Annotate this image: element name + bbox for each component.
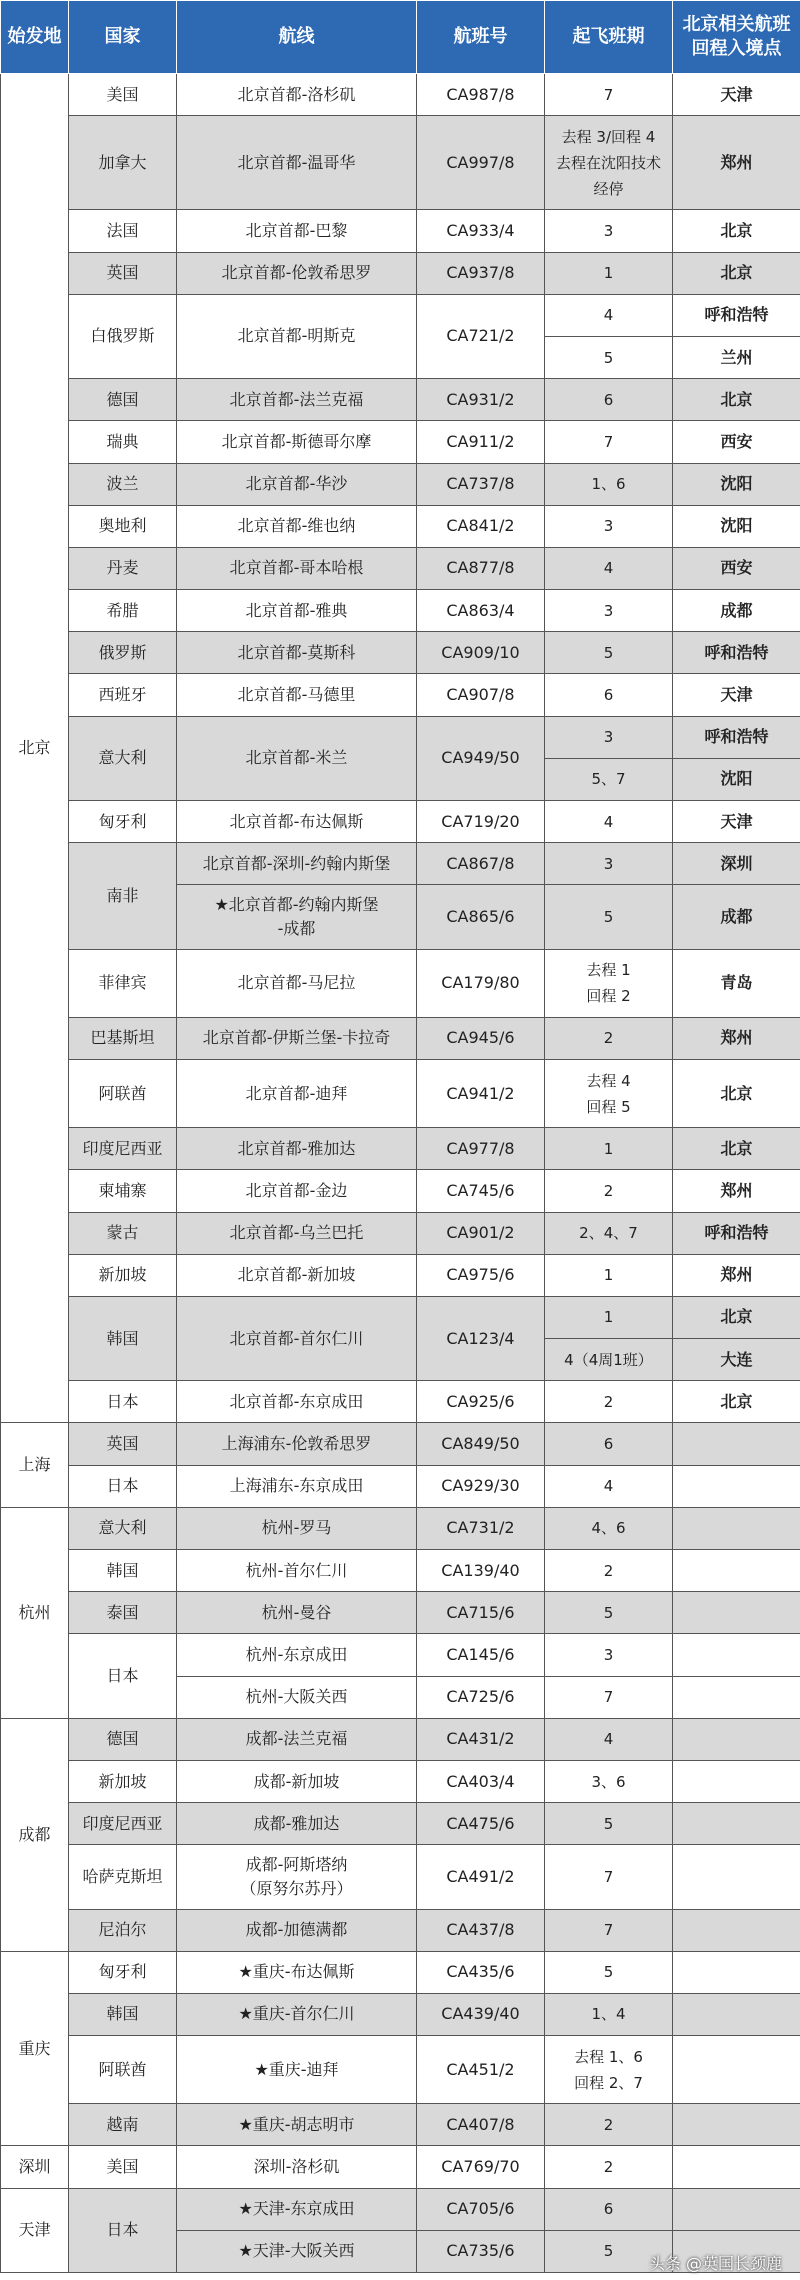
table-row: [1, 716, 800, 758]
arrival-point-cell: 沈阳: [673, 758, 800, 800]
arrival-point-cell: 郑州: [673, 1017, 800, 1059]
country-cell: 德国: [69, 1718, 177, 1760]
arrival-point-cell: [673, 1803, 800, 1845]
schedule-cell: 3: [545, 505, 673, 547]
route-cell: 北京首都-洛杉矶: [177, 74, 417, 116]
arrival-point-cell: 大连: [673, 1339, 800, 1381]
table-row: [1, 1507, 800, 1549]
country-cell: 俄罗斯: [69, 632, 177, 674]
flight-number-cell: CA865/6: [417, 885, 545, 949]
flight-number-cell: CA863/4: [417, 590, 545, 632]
table-row: [1, 1718, 800, 1760]
table-row: [1, 1128, 800, 1170]
table-row: [1, 632, 800, 674]
country-cell: 匈牙利: [69, 801, 177, 843]
arrival-point-cell: 成都: [673, 885, 800, 949]
flight-number-cell: CA407/8: [417, 2104, 545, 2146]
table-body: [1, 74, 800, 2273]
table-row: [1, 2188, 800, 2230]
schedule-cell: 4: [545, 547, 673, 589]
arrival-point-cell: [673, 1845, 800, 1909]
country-cell: 美国: [69, 2146, 177, 2188]
flight-number-cell: CA937/8: [417, 252, 545, 294]
origin-cell: 成都: [1, 1718, 69, 1951]
country-cell: 韩国: [69, 1550, 177, 1592]
route-cell: 北京首都-华沙: [177, 463, 417, 505]
schedule-cell: 5: [545, 336, 673, 378]
table-row: [1, 74, 800, 116]
arrival-point-cell: 青岛: [673, 949, 800, 1017]
arrival-point-cell: 兰州: [673, 336, 800, 378]
schedule-cell: 1、6: [545, 463, 673, 505]
table-row: [1, 1212, 800, 1254]
arrival-point-cell: 北京: [673, 210, 800, 252]
arrival-point-cell: 呼和浩特: [673, 1212, 800, 1254]
arrival-point-cell: [673, 2188, 800, 2230]
flight-number-cell: CA975/6: [417, 1254, 545, 1296]
flight-number-cell: CA437/8: [417, 1909, 545, 1951]
origin-cell: 杭州: [1, 1507, 69, 1718]
flight-number-cell: CA737/8: [417, 463, 545, 505]
schedule-cell: 2: [545, 1381, 673, 1423]
flight-number-cell: CA949/50: [417, 716, 545, 800]
arrival-point-cell: [673, 1909, 800, 1951]
schedule-cell: 3: [545, 590, 673, 632]
schedule-cell: 7: [545, 1845, 673, 1909]
country-cell: 韩国: [69, 1296, 177, 1380]
route-cell: 北京首都-乌兰巴托: [177, 1212, 417, 1254]
route-cell: 成都-法兰克福: [177, 1718, 417, 1760]
schedule-cell: 3: [545, 210, 673, 252]
flight-number-cell: CA731/2: [417, 1507, 545, 1549]
flight-number-cell: CA929/30: [417, 1465, 545, 1507]
schedule-cell: 3、6: [545, 1760, 673, 1802]
country-cell: 意大利: [69, 1507, 177, 1549]
table-header: [1, 1, 800, 74]
table-row: [1, 2146, 800, 2188]
arrival-point-cell: [673, 1634, 800, 1676]
arrival-point-cell: 呼和浩特: [673, 716, 800, 758]
table-row: [1, 547, 800, 589]
route-cell: 杭州-东京成田: [177, 1634, 417, 1676]
origin-cell: 北京: [1, 74, 69, 1423]
table-row: [1, 505, 800, 547]
arrival-point-cell: 郑州: [673, 116, 800, 210]
flight-number-cell: CA725/6: [417, 1676, 545, 1718]
flight-number-cell: CA769/70: [417, 2146, 545, 2188]
schedule-cell: 2: [545, 2104, 673, 2146]
table-row: [1, 1059, 800, 1127]
country-cell: 西班牙: [69, 674, 177, 716]
country-cell: 越南: [69, 2104, 177, 2146]
route-cell: 北京首都-温哥华: [177, 116, 417, 210]
schedule-cell: 3: [545, 716, 673, 758]
country-cell: 白俄罗斯: [69, 294, 177, 378]
country-cell: 英国: [69, 252, 177, 294]
route-cell: 杭州-罗马: [177, 1507, 417, 1549]
schedule-cell: 2: [545, 1017, 673, 1059]
country-cell: 德国: [69, 379, 177, 421]
table-row: [1, 1803, 800, 1845]
route-cell: 成都-加德满都: [177, 1909, 417, 1951]
flight-number-cell: CA945/6: [417, 1017, 545, 1059]
country-cell: 法国: [69, 210, 177, 252]
table-row: [1, 379, 800, 421]
table-row: [1, 1760, 800, 1802]
country-cell: 新加坡: [69, 1760, 177, 1802]
arrival-point-cell: [673, 1550, 800, 1592]
country-cell: 波兰: [69, 463, 177, 505]
country-cell: 奥地利: [69, 505, 177, 547]
arrival-point-cell: 天津: [673, 674, 800, 716]
route-cell: 成都-新加坡: [177, 1760, 417, 1802]
schedule-cell: 2: [545, 1550, 673, 1592]
route-cell: 北京首都-米兰: [177, 716, 417, 800]
flight-number-cell: CA719/20: [417, 801, 545, 843]
table-row: [1, 843, 800, 885]
country-cell: 巴基斯坦: [69, 1017, 177, 1059]
route-cell: ★北京首都-约翰内斯堡 -成都: [177, 885, 417, 949]
route-cell: 深圳-洛杉矶: [177, 2146, 417, 2188]
arrival-point-cell: 天津: [673, 801, 800, 843]
route-cell: 杭州-曼谷: [177, 1592, 417, 1634]
arrival-point-cell: [673, 1993, 800, 2035]
table-row: [1, 2036, 800, 2104]
flight-number-cell: CA735/6: [417, 2230, 545, 2272]
arrival-point-cell: 郑州: [673, 1170, 800, 1212]
route-cell: ★天津-大阪关西: [177, 2230, 417, 2272]
flight-number-cell: CA475/6: [417, 1803, 545, 1845]
flight-number-cell: CA867/8: [417, 843, 545, 885]
route-cell: 北京首都-哥本哈根: [177, 547, 417, 589]
route-cell: 北京首都-明斯克: [177, 294, 417, 378]
schedule-cell: 去程 1 回程 2: [545, 949, 673, 1017]
country-cell: 日本: [69, 1465, 177, 1507]
country-cell: 菲律宾: [69, 949, 177, 1017]
flight-number-cell: CA721/2: [417, 294, 545, 378]
arrival-point-cell: [673, 1718, 800, 1760]
route-cell: 北京首都-斯德哥尔摩: [177, 421, 417, 463]
arrival-point-cell: 北京: [673, 1128, 800, 1170]
table-row: [1, 1381, 800, 1423]
route-cell: 北京首都-新加坡: [177, 1254, 417, 1296]
country-cell: 日本: [69, 1634, 177, 1718]
route-cell: 北京首都-雅加达: [177, 1128, 417, 1170]
flight-number-cell: CA403/4: [417, 1760, 545, 1802]
table-row: [1, 1296, 800, 1338]
country-cell: 阿联酋: [69, 2036, 177, 2104]
country-cell: 哈萨克斯坦: [69, 1845, 177, 1909]
flight-number-cell: CA877/8: [417, 547, 545, 589]
flight-number-cell: CA909/10: [417, 632, 545, 674]
flight-number-cell: CA987/8: [417, 74, 545, 116]
origin-cell: 上海: [1, 1423, 69, 1507]
arrival-point-cell: 沈阳: [673, 505, 800, 547]
schedule-cell: 5: [545, 1951, 673, 1993]
arrival-point-cell: 深圳: [673, 843, 800, 885]
schedule-cell: 6: [545, 674, 673, 716]
country-cell: 印度尼西亚: [69, 1128, 177, 1170]
schedule-cell: 5、7: [545, 758, 673, 800]
schedule-cell: 5: [545, 885, 673, 949]
route-cell: 上海浦东-东京成田: [177, 1465, 417, 1507]
flight-number-cell: CA901/2: [417, 1212, 545, 1254]
schedule-cell: 7: [545, 1676, 673, 1718]
country-cell: 加拿大: [69, 116, 177, 210]
route-cell: 北京首都-金边: [177, 1170, 417, 1212]
arrival-point-cell: [673, 1676, 800, 1718]
route-cell: 北京首都-布达佩斯: [177, 801, 417, 843]
route-cell: 北京首都-莫斯科: [177, 632, 417, 674]
country-cell: 阿联酋: [69, 1059, 177, 1127]
schedule-cell: 6: [545, 379, 673, 421]
country-cell: 泰国: [69, 1592, 177, 1634]
flight-number-cell: CA933/4: [417, 210, 545, 252]
table-row: [1, 1465, 800, 1507]
schedule-cell: 4: [545, 1465, 673, 1507]
country-cell: 瑞典: [69, 421, 177, 463]
flight-number-cell: CA745/6: [417, 1170, 545, 1212]
route-cell: 成都-雅加达: [177, 1803, 417, 1845]
arrival-point-cell: 成都: [673, 590, 800, 632]
arrival-point-cell: [673, 1507, 800, 1549]
table-row: [1, 1909, 800, 1951]
table-row: [1, 116, 800, 210]
watermark: 头条 @英国长颈鹿: [648, 2254, 782, 2273]
flight-number-cell: CA997/8: [417, 116, 545, 210]
table-row: [1, 421, 800, 463]
arrival-point-cell: 天津: [673, 74, 800, 116]
flight-number-cell: CA977/8: [417, 1128, 545, 1170]
route-cell: 杭州-大阪关西: [177, 1676, 417, 1718]
flight-number-cell: CA841/2: [417, 505, 545, 547]
schedule-cell: 1、4: [545, 1993, 673, 2035]
table-row: [1, 1170, 800, 1212]
route-cell: 北京首都-伊斯兰堡-卡拉奇: [177, 1017, 417, 1059]
flight-number-cell: CA451/2: [417, 2036, 545, 2104]
arrival-point-cell: [673, 1423, 800, 1465]
country-cell: 新加坡: [69, 1254, 177, 1296]
flight-number-cell: CA439/40: [417, 1993, 545, 2035]
route-cell: 北京首都-维也纳: [177, 505, 417, 547]
country-cell: 丹麦: [69, 547, 177, 589]
table-row: [1, 1254, 800, 1296]
route-cell: ★天津-东京成田: [177, 2188, 417, 2230]
flight-number-cell: CA431/2: [417, 1718, 545, 1760]
arrival-point-cell: 西安: [673, 547, 800, 589]
schedule-cell: 3: [545, 843, 673, 885]
country-cell: 意大利: [69, 716, 177, 800]
arrival-point-cell: 北京: [673, 1381, 800, 1423]
arrival-point-cell: 呼和浩特: [673, 294, 800, 336]
header-row: [1, 1, 800, 74]
flight-number-cell: CA491/2: [417, 1845, 545, 1909]
route-cell: 北京首都-巴黎: [177, 210, 417, 252]
table-row: [1, 1017, 800, 1059]
route-cell: 北京首都-雅典: [177, 590, 417, 632]
country-cell: 柬埔寨: [69, 1170, 177, 1212]
arrival-point-cell: 呼和浩特: [673, 632, 800, 674]
country-cell: 英国: [69, 1423, 177, 1465]
arrival-point-cell: 沈阳: [673, 463, 800, 505]
flight-number-cell: CA941/2: [417, 1059, 545, 1127]
flight-number-cell: CA925/6: [417, 1381, 545, 1423]
arrival-point-cell: 郑州: [673, 1254, 800, 1296]
schedule-cell: 2: [545, 2146, 673, 2188]
table-row: [1, 1845, 800, 1909]
route-cell: 上海浦东-伦敦希思罗: [177, 1423, 417, 1465]
country-cell: 印度尼西亚: [69, 1803, 177, 1845]
header-country: 国家: [69, 1, 177, 74]
arrival-point-cell: [673, 1760, 800, 1802]
table-row: [1, 1993, 800, 2035]
schedule-cell: 1: [545, 1128, 673, 1170]
schedule-cell: 4（4周1班）: [545, 1339, 673, 1381]
country-cell: 希腊: [69, 590, 177, 632]
header-flight-number: 航班号: [417, 1, 545, 74]
country-cell: 匈牙利: [69, 1951, 177, 1993]
route-cell: 北京首都-法兰克福: [177, 379, 417, 421]
arrival-point-cell: 北京: [673, 1296, 800, 1338]
table-row: [1, 590, 800, 632]
schedule-cell: 7: [545, 74, 673, 116]
table-row: [1, 210, 800, 252]
table-row: [1, 1423, 800, 1465]
table-row: [1, 674, 800, 716]
route-cell: 北京首都-迪拜: [177, 1059, 417, 1127]
schedule-cell: 4: [545, 1718, 673, 1760]
schedule-cell: 去程 3/回程 4 去程在沈阳技术 经停: [545, 116, 673, 210]
schedule-cell: 4: [545, 801, 673, 843]
table-row: [1, 1550, 800, 1592]
flight-number-cell: CA907/8: [417, 674, 545, 716]
arrival-point-cell: [673, 2104, 800, 2146]
schedule-cell: 去程 1、6 回程 2、7: [545, 2036, 673, 2104]
route-cell: ★重庆-首尔仁川: [177, 1993, 417, 2035]
origin-cell: 天津: [1, 2188, 69, 2272]
schedule-cell: 4、6: [545, 1507, 673, 1549]
country-cell: 南非: [69, 843, 177, 949]
flight-number-cell: CA179/80: [417, 949, 545, 1017]
arrival-point-cell: [673, 2036, 800, 2104]
schedule-cell: 2: [545, 1170, 673, 1212]
schedule-cell: 2、4、7: [545, 1212, 673, 1254]
arrival-point-cell: [673, 1592, 800, 1634]
flight-number-cell: CA145/6: [417, 1634, 545, 1676]
header-route: 航线: [177, 1, 417, 74]
schedule-cell: 5: [545, 632, 673, 674]
header-origin: 始发地: [1, 1, 69, 74]
flight-number-cell: CA139/40: [417, 1550, 545, 1592]
route-cell: ★重庆-胡志明市: [177, 2104, 417, 2146]
schedule-cell: 3: [545, 1634, 673, 1676]
route-cell: 成都-阿斯塔纳 （原努尔苏丹）: [177, 1845, 417, 1909]
schedule-cell: 7: [545, 421, 673, 463]
table-row: [1, 252, 800, 294]
flight-number-cell: CA911/2: [417, 421, 545, 463]
flight-number-cell: CA123/4: [417, 1296, 545, 1380]
route-cell: 北京首都-深圳-约翰内斯堡: [177, 843, 417, 885]
country-cell: 蒙古: [69, 1212, 177, 1254]
schedule-cell: 去程 4 回程 5: [545, 1059, 673, 1127]
flight-number-cell: CA715/6: [417, 1592, 545, 1634]
arrival-point-cell: [673, 1951, 800, 1993]
header-schedule: 起飞班期: [545, 1, 673, 74]
flight-number-cell: CA435/6: [417, 1951, 545, 1993]
route-cell: 北京首都-马德里: [177, 674, 417, 716]
origin-cell: 重庆: [1, 1951, 69, 2146]
arrival-point-cell: [673, 1465, 800, 1507]
schedule-cell: 7: [545, 1909, 673, 1951]
table-row: [1, 294, 800, 336]
route-cell: 北京首都-马尼拉: [177, 949, 417, 1017]
schedule-cell: 4: [545, 294, 673, 336]
route-cell: ★重庆-迪拜: [177, 2036, 417, 2104]
country-cell: 韩国: [69, 1993, 177, 2035]
country-cell: 尼泊尔: [69, 1909, 177, 1951]
flight-number-cell: CA849/50: [417, 1423, 545, 1465]
arrival-point-cell: 北京: [673, 379, 800, 421]
table-row: [1, 801, 800, 843]
arrival-point-cell: 西安: [673, 421, 800, 463]
flight-number-cell: CA705/6: [417, 2188, 545, 2230]
schedule-cell: 5: [545, 2230, 673, 2272]
schedule-cell: 1: [545, 1254, 673, 1296]
country-cell: 美国: [69, 74, 177, 116]
route-cell: 北京首都-伦敦希思罗: [177, 252, 417, 294]
header-arrival-point: 北京相关航班回程入境点: [673, 1, 800, 74]
schedule-cell: 6: [545, 1423, 673, 1465]
table-row: [1, 1951, 800, 1993]
country-cell: 日本: [69, 2188, 177, 2272]
table-row: [1, 1634, 800, 1676]
table-row: [1, 463, 800, 505]
origin-cell: 深圳: [1, 2146, 69, 2188]
schedule-cell: 6: [545, 2188, 673, 2230]
country-cell: 日本: [69, 1381, 177, 1423]
schedule-cell: 1: [545, 252, 673, 294]
route-cell: 杭州-首尔仁川: [177, 1550, 417, 1592]
schedule-cell: 5: [545, 1592, 673, 1634]
route-cell: 北京首都-东京成田: [177, 1381, 417, 1423]
schedule-cell: 1: [545, 1296, 673, 1338]
table-row: [1, 949, 800, 1017]
route-cell: 北京首都-首尔仁川: [177, 1296, 417, 1380]
table-row: [1, 1592, 800, 1634]
arrival-point-cell: 北京: [673, 1059, 800, 1127]
table-row: [1, 2104, 800, 2146]
route-cell: ★重庆-布达佩斯: [177, 1951, 417, 1993]
arrival-point-cell: [673, 2146, 800, 2188]
arrival-point-cell: 北京: [673, 252, 800, 294]
flight-number-cell: CA931/2: [417, 379, 545, 421]
schedule-cell: 5: [545, 1803, 673, 1845]
